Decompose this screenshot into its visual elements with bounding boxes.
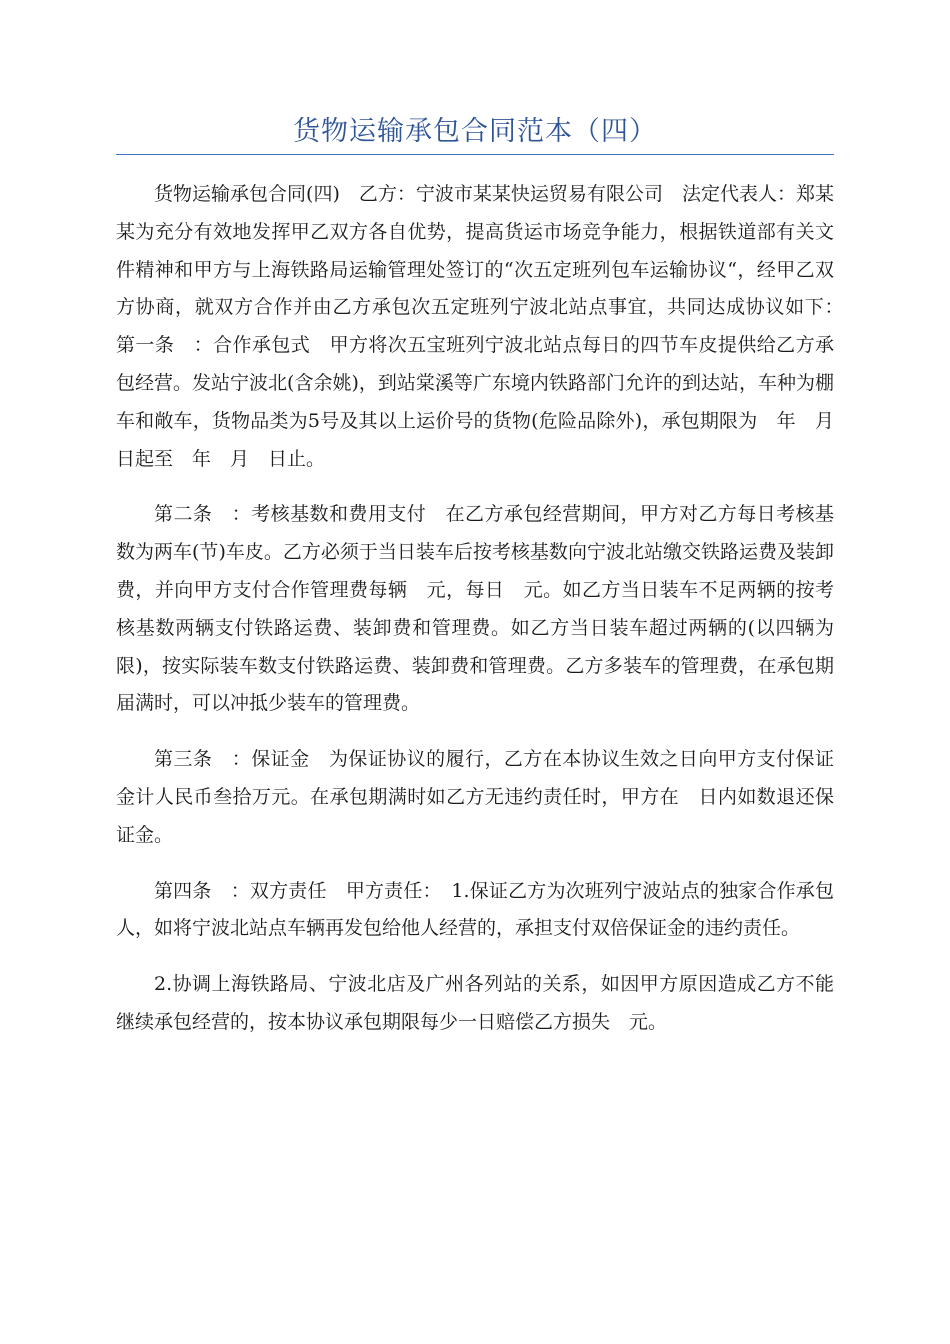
paragraph-3: 第三条 ：保证金 为保证协议的履行，乙方在本协议生效之日向甲方支付保证金计人民币叁拾万元。在承包期满时如乙方无违约责任时，甲方在 日内如数退还保证金。 [116,748,834,846]
paragraph-1: 货物运输承包合同(四) 乙方：宁波市某某快运贸易有限公司 法定代表人：郑某某为充分有效地发挥甲乙双方各自优势，提高货运市场竞争能力，根据铁道部有关文件精神和甲方与上海铁路局运输管理处签订的“次五定班列包车运输协议“，经甲乙双方协商，就双方合作并由乙方承包次五定班列宁波北站点事宜，共同达成协议如下： 第一条 ：合作承包式 甲方将次五宝班列宁波北站点每日的四节车皮提供给乙方承包经营。发站宁波北(含余姚)，到站棠溪等广东境内铁路部门允许的到达站，车种为棚车和敞车，货物品类为5号及其以上运价号的货物(危险品除外)，承包期限为 年 月 日起至 年 月 日止。 [116,183,854,470]
title-underline [116,154,834,155]
document-body [116,176,854,1060]
page-title: 货物运输承包合同范本（四） [293,116,657,147]
paragraph-4: 第四条 ：双方责任 甲方责任： 1.保证乙方为次班列宁波站点的独家合作承包人，如将宁波北站点车辆再发包给他人经营的，承担支付双倍保证金的违约责任。 [116,879,834,940]
paragraph-5: 2.协调上海铁路局、宁波北店及广州各列站的关系，如因甲方原因造成乙方不能继续承包经营的，按本协议承包期限每少一日赔偿乙方损失 元。 [116,973,834,1033]
paragraph-2: 第二条 ：考核基数和费用支付 在乙方承包经营期间，甲方对乙方每日考核基数为两车(节)车皮。乙方必须于当日装车后按考核基数向宁波北站缴交铁路运费及装卸费，并向甲方支付合作管理费每辆 元，每日 元。如乙方当日装车不足两辆的按考核基数两辆支付铁路运费、装卸费和管理费。如乙方当日装车超过两辆的(以四辆为限)，按实际装车数支付铁路运费、装卸费和管理费。乙方多装车的管理费，在承包期届满时，可以冲抵少装车的管理费。 [116,503,834,715]
